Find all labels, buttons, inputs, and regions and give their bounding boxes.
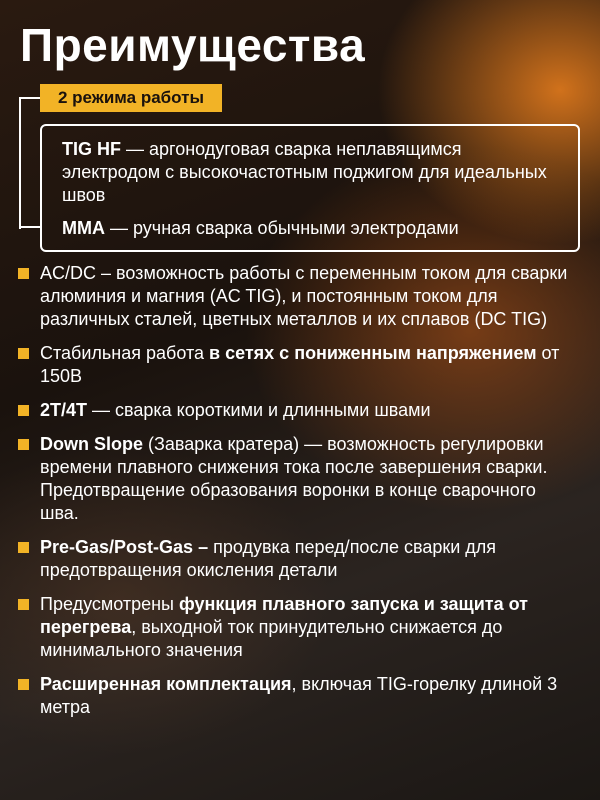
square-bullet-icon — [18, 599, 29, 610]
feature-down-slope — [18, 433, 578, 525]
feature-soft-start — [18, 593, 578, 662]
bracket-connector — [19, 226, 41, 228]
feature-bold-text: функция плавного запуска и защита от перегрева — [40, 594, 528, 637]
square-bullet-icon — [18, 542, 29, 553]
feature-text: от 150В — [40, 343, 560, 386]
mode-mma — [62, 217, 560, 240]
feature-text: Предусмотрены — [40, 594, 179, 614]
modes-box — [40, 124, 580, 252]
page-title: Преимущества — [20, 19, 366, 71]
square-bullet-icon — [18, 439, 29, 450]
mode-mma-text: — ручная сварка обычными электродами — [105, 218, 459, 238]
feature-bold-text: Pre-Gas/Post-Gas – — [40, 537, 209, 557]
feature-bold-text: 2T/4T — [40, 400, 88, 420]
square-bullet-icon — [18, 268, 29, 279]
square-bullet-icon — [18, 348, 29, 359]
feature-bold-text: Down Slope — [40, 434, 143, 454]
modes-badge: 2 режима работы — [40, 84, 222, 112]
mode-tig-name: TIG HF — [62, 139, 121, 159]
square-bullet-icon — [18, 679, 29, 690]
feature-text: AC/DC – возможность работы с переменным током для сварки алюминия и магния (AC TIG), и постоянным током для различных сталей, цветных металлов и их сплавов (DC TIG) — [40, 263, 568, 329]
feature-extended-kit — [18, 673, 578, 719]
feature-bold-text: в сетях с пониженным напряжением — [209, 343, 537, 363]
feature-low-voltage — [18, 342, 578, 388]
feature-text: продувка перед/после сварки для предотвращения окисления детали — [40, 537, 497, 580]
features-list — [18, 262, 578, 730]
feature-bold-text: Расширенная комплектация — [40, 674, 292, 694]
mode-tig-text: — аргонодуговая сварка неплавящимся электродом с высокочастотным поджигом для идеальных швов — [62, 139, 547, 205]
feature-ac-dc — [18, 262, 578, 331]
feature-text: Стабильная работа — [40, 343, 209, 363]
feature-text: , включая TIG-горелку длиной 3 метра — [40, 674, 558, 717]
feature-pre-post-gas — [18, 536, 578, 582]
feature-text: , выходной ток принудительно снижается до минимального значения — [40, 617, 503, 660]
feature-text: (Заварка кратера) — возможность регулировки времени плавного снижения тока после завершения сварки. Предотвращение образования воронки в конце сварочного шва. — [40, 434, 548, 523]
feature-2t-4t — [18, 399, 578, 422]
square-bullet-icon — [18, 405, 29, 416]
mode-mma-name: MMA — [62, 218, 105, 238]
feature-text: — сварка короткими и длинными швами — [87, 400, 431, 420]
mode-tig — [62, 138, 560, 207]
